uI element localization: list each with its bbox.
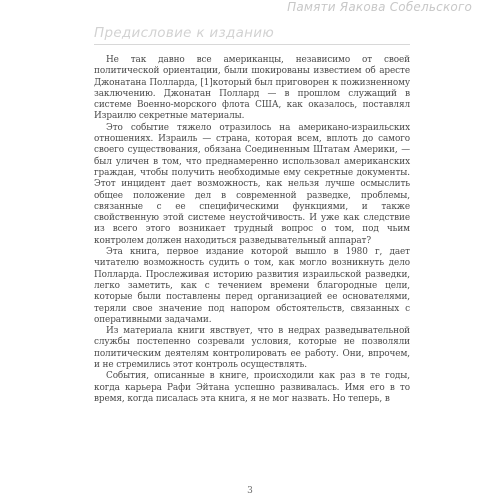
paragraph: Эта книга, первое издание которой вышло в 1980 г, дает читателю возможность судить о том, как могло возникнуть дело Полларда. Прослеживая историю развития израильской разведки, легко заметить, как с течением времени благородные цели, которые были поставлены перед организацией ее основателями, теряли свое значение под напором обстоятельств, связанных с оперативными задачами.: [94, 247, 410, 325]
paragraph: Из материала книги явствует, что в недрах разведывательной службы постепенно созревали условия, которые не позволяли политическим деятелям контролировать ее работу. Они, впрочем, и не стремились этот контроль осуществлять.: [94, 326, 410, 371]
paragraph: События, описанные в книге, происходили как раз в те годы, когда карьера Рафи Эйтана успешно развивалась. Имя его в то время, когда писалась эта книга, я не мог назвать. Но теперь, в: [94, 371, 410, 404]
paragraph: Это событие тяжело отразилось на американо-израильских отношениях. Израиль — страна, которая всем, вплоть до самого своего существования, обязана Соединенным Штатам Америки, — был уличен в том, что преднамеренно использовал американских граждан, чтобы получить необходимые ему секретные документы. Этот инцидент дает возможность, как нельзя лучше осмыслить общее положение дел в современной разведке, проблемы, связанные с ее специфическими функциями, и также свойственную этой системе неустойчивость. И уже как следствие из всего этого возникает трудный вопрос о том, под чьим контролем должен находиться разведывательный аппарат?: [94, 122, 410, 246]
paragraph: Не так давно все американцы, независимо от своей политической ориентации, были шокированы известием об аресте Джонатана Полларда, [1]который был приговорен к пожизненному заключению. Джонатан Поллард — в прошлом служащий в системе Военно-морского флота США, как оказалось, поставлял Израилю секретные материалы.: [94, 55, 410, 122]
running-header: Памяти Яакова Собельского: [287, 0, 472, 14]
title-underline: [94, 44, 410, 45]
page-number: 3: [247, 486, 253, 496]
body-text: [94, 55, 410, 405]
section-title: Предисловие к изданию: [94, 25, 275, 41]
